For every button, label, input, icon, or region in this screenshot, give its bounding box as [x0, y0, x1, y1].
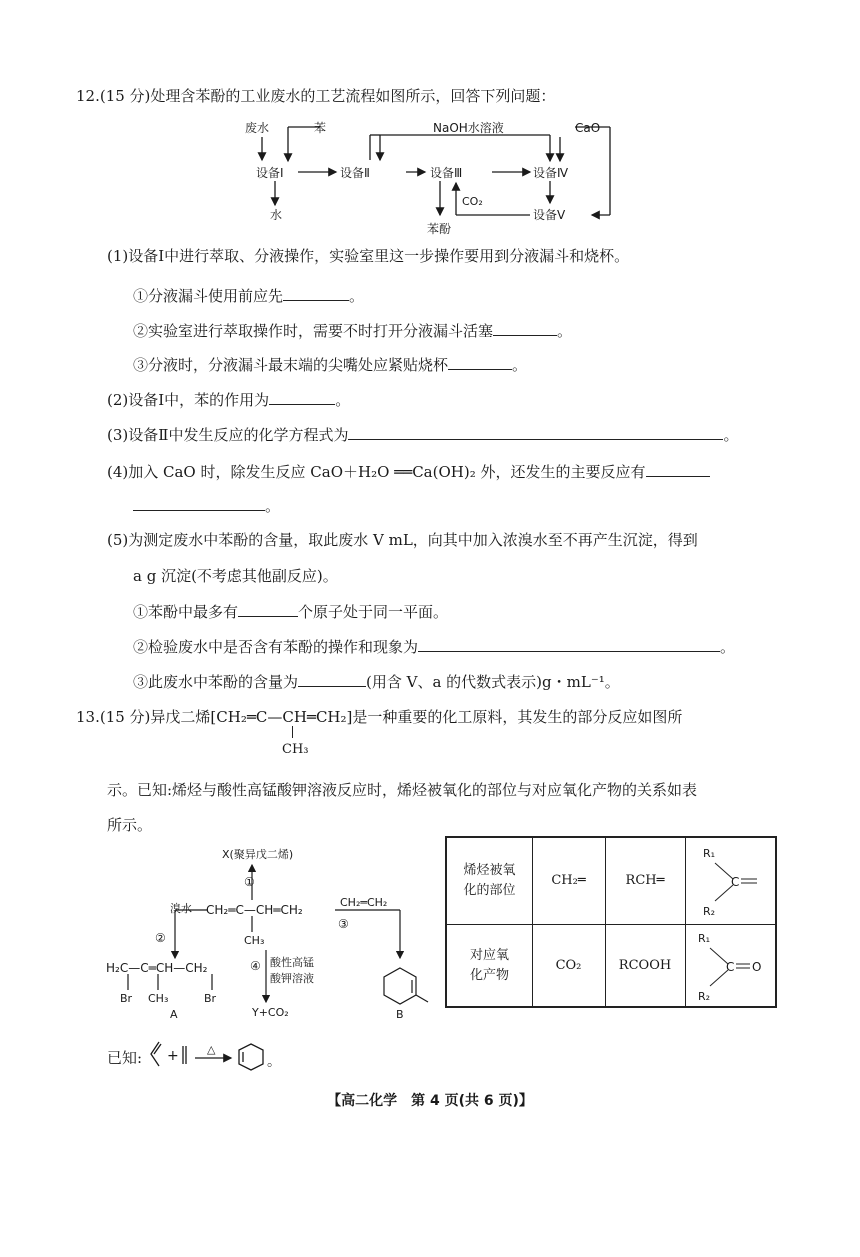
- q12-p3-line: (3)设备Ⅱ中发生反应的化学方程式为 。: [107, 426, 739, 444]
- page-footer: 【高二化学 第 4 页(共 6 页)】: [327, 1093, 533, 1109]
- flow-dev4: 设备Ⅳ: [533, 166, 569, 180]
- oxidation-table: 烯烃被氧 化的部位 CH₂═ RCH═ R₁ R₂ C 对应氧 化产物 CO₂ RCOOH R₁ R₂ C O: [445, 836, 777, 1008]
- scheme-y-label: Y+CO₂: [252, 1006, 289, 1019]
- q12-p4-line: [107, 461, 710, 482]
- q12-p1b-line: ②实验室进行萃取操作时，需要不时打开分液漏斗活塞 。: [133, 322, 573, 340]
- q12-p3: (3)设备Ⅱ中发生反应的化学方程式为: [107, 426, 349, 444]
- q13-stem-c: 示。已知:烯烃与酸性高锰酸钾溶液反应时，烯烃被氧化的部位与对应氧化产物的关系如表: [107, 781, 698, 799]
- flow-dev5: 设备Ⅴ: [533, 208, 566, 222]
- q12-p4-cont: 。: [133, 495, 280, 516]
- q12-p5-2-line: ②检验废水中是否含有苯酚的操作和现象为 。: [133, 638, 736, 656]
- scheme-x-label: X(聚异戊二烯): [222, 848, 294, 861]
- flow-co2: CO₂: [462, 195, 483, 208]
- svg-text:C: C: [731, 875, 740, 889]
- scheme-center: CH₂═C—CH═CH₂: [206, 903, 303, 917]
- svg-text:①: ①: [244, 875, 255, 889]
- svg-text:C: C: [726, 960, 735, 974]
- answer-blank[interactable]: [238, 601, 298, 617]
- flow-naoh: NaOH水溶液: [433, 121, 504, 135]
- table-header-1: 烯烃被氧 化的部位: [463, 863, 516, 898]
- answer-blank[interactable]: [418, 636, 720, 652]
- diels-alder-scheme: [145, 1036, 305, 1080]
- flow-dev2: 设备Ⅱ: [340, 166, 370, 180]
- isoprene-formula: CH₂═C—CH═CH₂: [216, 708, 347, 726]
- q13-reaction-scheme: [100, 840, 440, 1025]
- svg-text:CH₃: CH₃: [148, 992, 169, 1005]
- answer-blank[interactable]: [646, 461, 710, 477]
- answer-blank[interactable]: [298, 671, 366, 687]
- scheme-bromine: 溴水: [170, 902, 192, 915]
- svg-text:R₂: R₂: [698, 990, 711, 1003]
- table-cell-ketone-product: [685, 924, 777, 1008]
- scheme-ethylene: CH₂═CH₂: [340, 896, 388, 909]
- svg-text:+: +: [167, 1048, 179, 1064]
- answer-blank[interactable]: [493, 320, 557, 336]
- svg-text:Br: Br: [204, 992, 217, 1005]
- flow-water: 水: [270, 208, 283, 222]
- q12-stem: 12.(15 分)处理含苯酚的工业废水的工艺流程如图所示，回答下列问题：: [76, 87, 556, 105]
- flow-dev1: 设备Ⅰ: [256, 166, 284, 180]
- flow-phenol: 苯酚: [427, 222, 452, 236]
- flow-dev3: 设备Ⅲ: [430, 166, 463, 180]
- svg-text:R₁: R₁: [698, 932, 711, 945]
- svg-text:R₂: R₂: [703, 905, 716, 918]
- q12-p5-3-line: ③此废水中苯酚的含量为 (用含 V、a 的代数式表示)g・mL⁻¹。: [133, 673, 620, 691]
- svg-text:②: ②: [155, 931, 166, 945]
- answer-blank[interactable]: [448, 354, 512, 370]
- q13-stem-d: 所示。: [107, 816, 153, 834]
- table-header-2: 对应氧 化产物: [469, 948, 509, 983]
- svg-text:③: ③: [338, 917, 349, 931]
- svg-text:R₁: R₁: [703, 847, 716, 860]
- q12-p4: (4)加入 CaO 时，除发生反应 CaO＋H₂O ══Ca(OH)₂ 外，还发生的主要反应有: [107, 463, 646, 481]
- answer-blank[interactable]: [133, 495, 265, 511]
- answer-blank[interactable]: [348, 424, 723, 440]
- q12-p1a-line: ①分液漏斗使用前应先 。: [133, 287, 365, 305]
- answer-blank[interactable]: [283, 285, 349, 301]
- svg-text:Br: Br: [120, 992, 133, 1005]
- q12-p1c-line: ③分液时，分液漏斗最末端的尖嘴处应紧贴烧杯 。: [133, 356, 528, 374]
- flow-benzene: 苯: [314, 121, 327, 135]
- scheme-a-formula: H₂C—C═CH—CH₂: [106, 961, 208, 975]
- svg-text:酸钾溶液: 酸钾溶液: [270, 972, 314, 985]
- q12-p1: (1)设备Ⅰ中进行萃取、分液操作，实验室里这一步操作要用到分液漏斗和烧杯。: [107, 247, 630, 265]
- svg-text:④: ④: [250, 959, 261, 973]
- svg-text:酸性高锰: 酸性高锰: [270, 956, 314, 969]
- q12-p5-1-line: ①苯酚中最多有 个原子处于同一平面。: [133, 603, 449, 621]
- q12-p1a: ①分液漏斗使用前应先: [133, 287, 284, 305]
- flow-waste: 废水: [245, 121, 270, 135]
- q12-p5: (5)为测定废水中苯酚的含量，取此废水 V mL，向其中加入浓溴水至不再产生沉淀，得到: [107, 531, 698, 549]
- q12-flow-diagram: [230, 115, 630, 240]
- answer-blank[interactable]: [269, 389, 335, 405]
- svg-text:△: △: [207, 1043, 216, 1056]
- table-cell-ketone-site: [685, 838, 777, 924]
- q12-p1b: ②实验室进行萃取操作时，需要不时打开分液漏斗活塞: [133, 322, 494, 340]
- q12-p5b: a g 沉淀(不考虑其他副反应)。: [133, 567, 338, 585]
- q12-p2-line: (2)设备Ⅰ中，苯的作用为 。: [107, 391, 351, 409]
- q13-stem-ch3: CH₃: [282, 742, 309, 757]
- svg-text:。: 。: [267, 1054, 281, 1070]
- known-line: 已知:: [107, 1049, 143, 1067]
- q13-stem-ch3-bond: [292, 726, 293, 738]
- svg-text:B: B: [396, 1008, 404, 1021]
- q12-p2: (2)设备Ⅰ中，苯的作用为: [107, 391, 270, 409]
- q13-stem-line: 13.(15 分)异戊二烯[CH₂═C—CH═CH₂]是一种重要的化工原料，其发生的部分反应如图所: [76, 708, 683, 726]
- svg-text:A: A: [170, 1008, 178, 1021]
- svg-text:CH₃: CH₃: [244, 934, 265, 947]
- svg-text:O: O: [752, 960, 762, 974]
- q12-p1c: ③分液时，分液漏斗最末端的尖嘴处应紧贴烧杯: [133, 356, 449, 374]
- flow-cao: CaO: [575, 121, 601, 135]
